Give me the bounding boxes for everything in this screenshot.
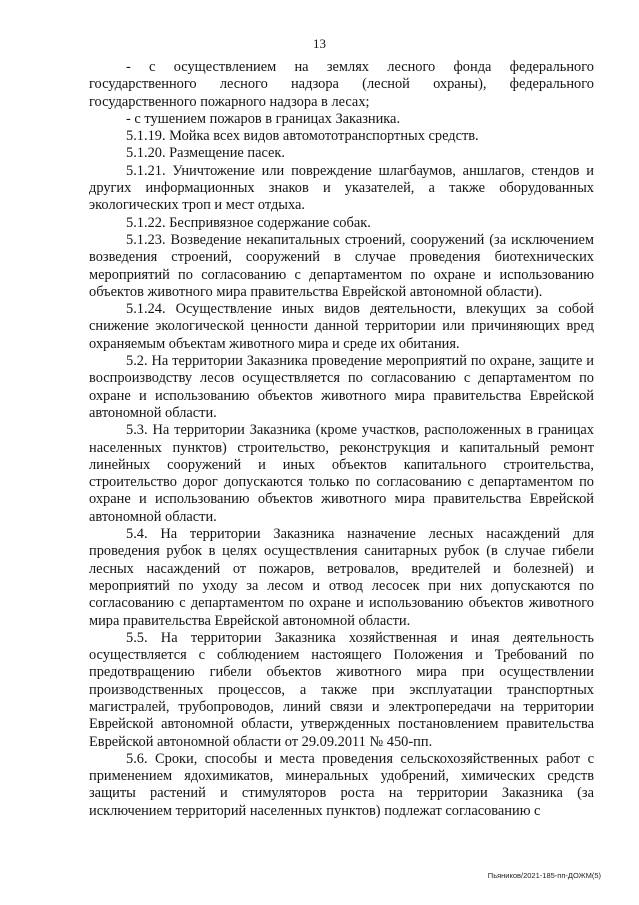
paragraph-5-6: 5.6. Сроки, способы и места проведения сельскохозяйственных работ с применением ядохимикатов, минеральных удобрений, химических средств защиты растений и стимуляторов роста на территории Заказника (за исключением территорий населенных пунктов) подлежат согласованию с (89, 750, 594, 819)
footer-document-code: Пьяников/2021-185-пп-ДОЖМ(5) (487, 871, 601, 880)
paragraph-land-fund-supervision: - с осуществлением на землях лесного фонда федерального государственного лесного надзора (лесной охраны), федерального государственного пожарного надзора в лесах; (89, 59, 594, 110)
paragraph-5-1-19: 5.1.19. Мойка всех видов автомототранспортных средств. (126, 128, 479, 145)
paragraph-5-3: 5.3. На территории Заказника (кроме участков, расположенных в границах населенных пунктов) строительство, реконструкция и капитальный ремонт линейных сооружений и иных объектов капитального строительства, строительство дорог допускаются только по согласованию с департаментом по охране и использованию объектов животного мира правительства Еврейской автономной области. (89, 422, 594, 525)
paragraph-5-4: 5.4. На территории Заказника назначение лесных насаждений для проведения рубок в целях осуществления санитарных рубок (в случае гибели лесных насаждений от пожаров, ветровалов, вредителей и болезней) и мероприятий по уходу за лесом и отвод лесосек при них допускаются по согласованию с департаментом по охране и использованию объектов животного мира правительства Еврейской автономной области. (89, 526, 594, 629)
paragraph-5-1-22: 5.1.22. Беспривязное содержание собак. (126, 214, 371, 231)
paragraph-5-1-21: 5.1.21. Уничтожение или повреждение шлагбаумов, аншлагов, стендов и других информационных знаков и указателей, а также оборудованных экологических троп и мест отдыха. (89, 162, 594, 214)
document-body (89, 59, 594, 820)
paragraph-5-1-20: 5.1.20. Размещение пасек. (126, 145, 286, 162)
paragraph-5-2: 5.2. На территории Заказника проведение мероприятий по охране, защите и воспроизводству лесов осуществляется по согласованию с департаментом по охране и использованию объектов животного мира правительства Еврейской автономной области. (89, 353, 594, 421)
paragraph-fire-extinguishing: - с тушением пожаров в границах Заказника. (126, 110, 401, 127)
paragraph-5-5: 5.5. На территории Заказника хозяйственная и иная деятельность осуществляется с соблюдением настоящего Положения и Требований по предотвращению гибели объектов животного мира при осуществлении производственных процессов, а также при эксплуатации транспортных магистралей, трубопроводов, линий связи и электропередачи на территории Еврейской автономной области, утвержденных постановлением правительства Еврейской автономной области от 29.09.2011 № 450-пп. (89, 629, 594, 750)
paragraph-5-1-24: 5.1.24. Осуществление иных видов деятельности, влекущих за собой снижение экологической ценности данной территории или причиняющих вред охраняемым объектам животного мира и среде их обитания. (89, 301, 594, 352)
paragraph-5-1-23: 5.1.23. Возведение некапитальных строений, сооружений (за исключением возведения строений, сооружений в случае проведения биотехнических мероприятий по согласованию с департаментом по охране и использованию объектов животного мира правительства Еврейской автономной области). (89, 231, 594, 300)
page-number: 13 (313, 36, 326, 51)
